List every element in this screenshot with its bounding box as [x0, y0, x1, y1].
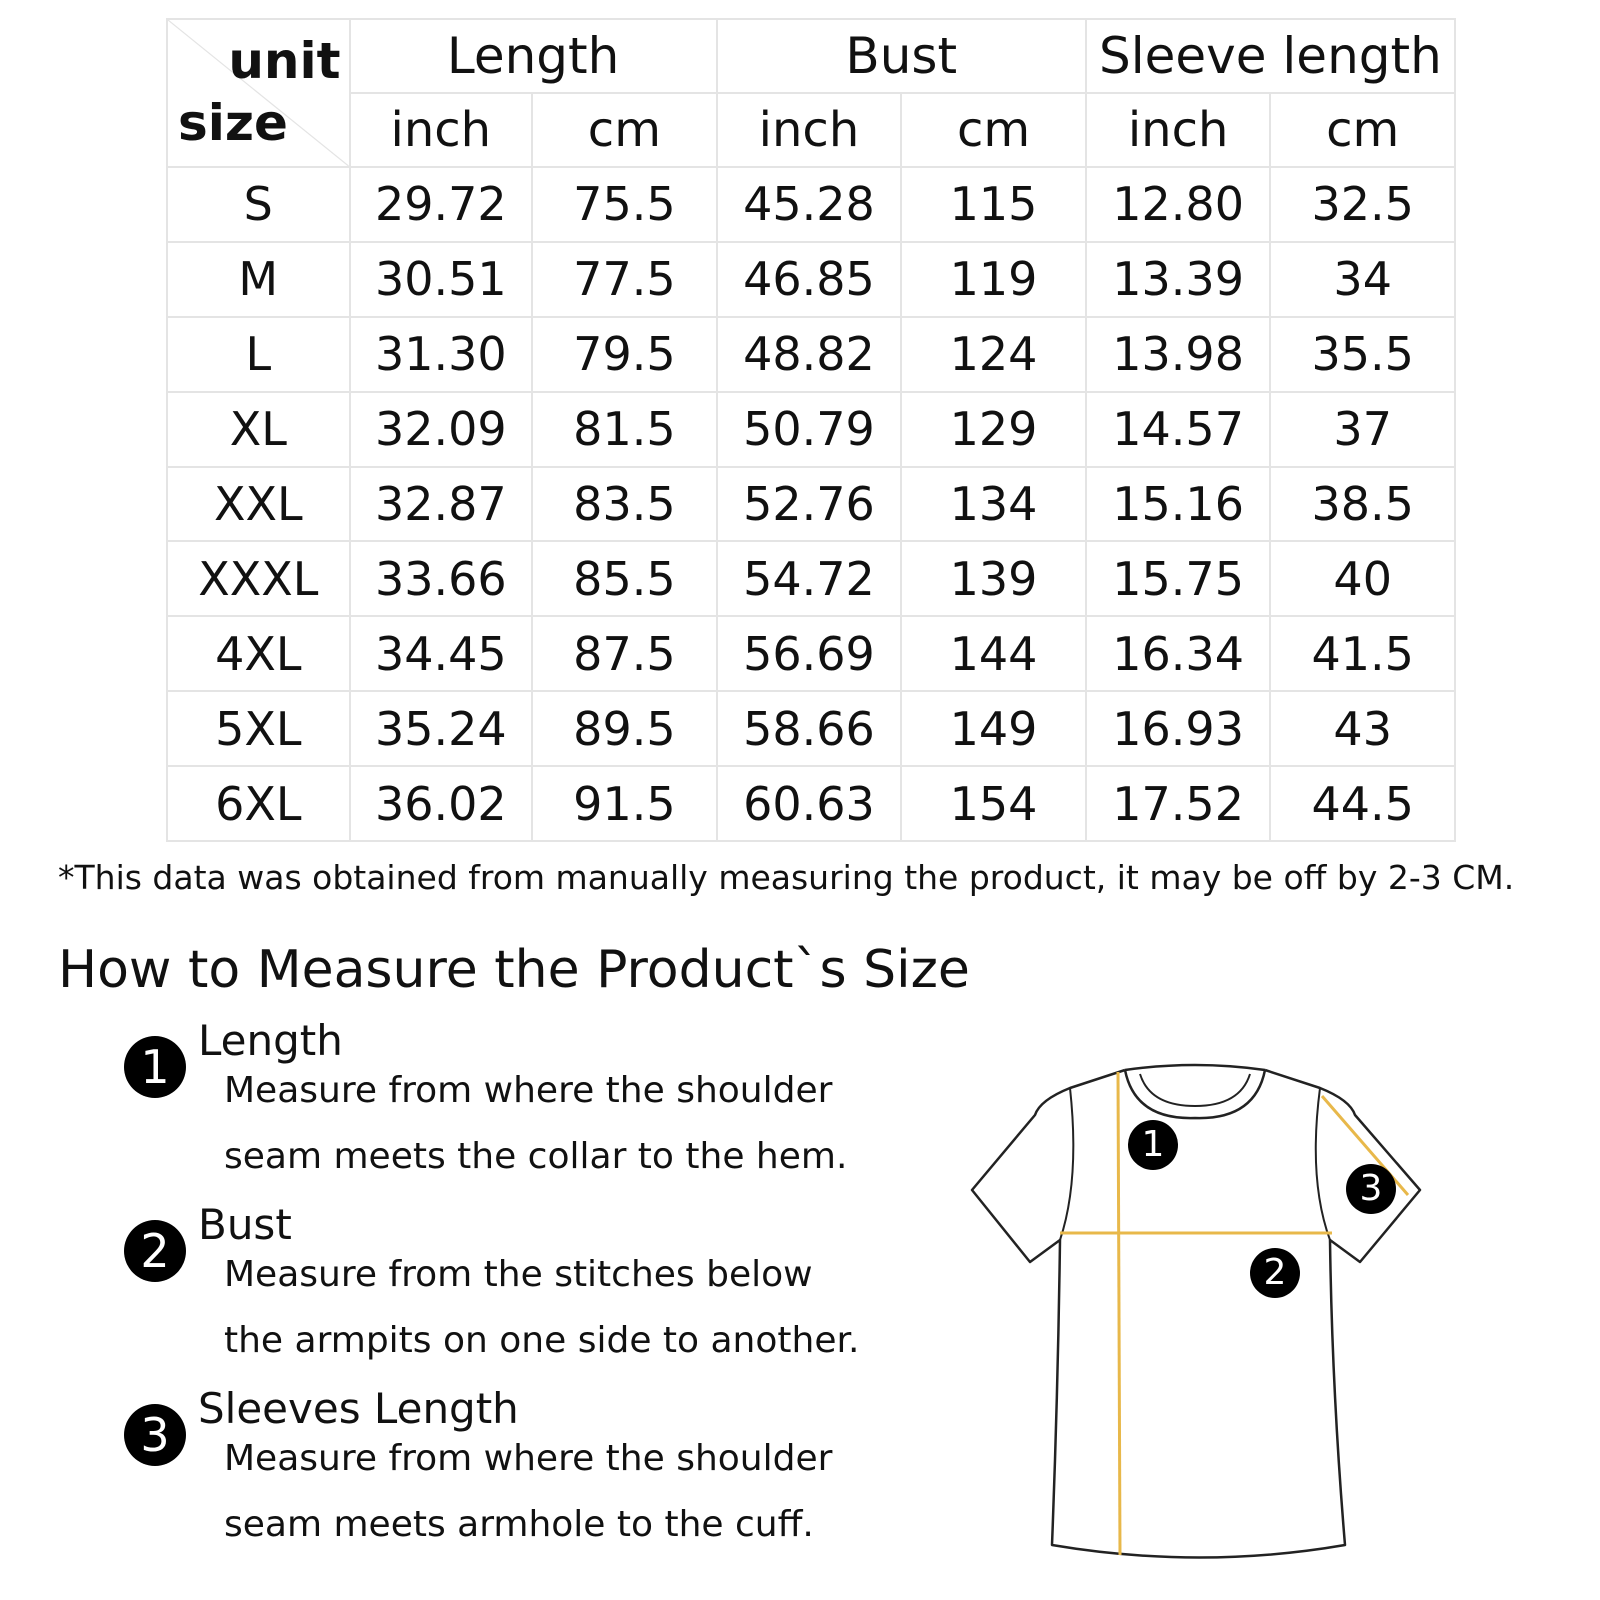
size-label-cell: M	[167, 242, 350, 317]
measurement-cell: 35.24	[350, 691, 533, 766]
table-row	[167, 392, 1455, 467]
number-1-icon: 1	[124, 1036, 186, 1098]
step-bust	[124, 1200, 864, 1370]
unit-header: inch	[717, 93, 902, 167]
size-label-cell: XXL	[167, 467, 350, 542]
measurement-cell: 13.98	[1086, 317, 1271, 392]
size-label-cell: XL	[167, 392, 350, 467]
measurement-cell: 40	[1270, 541, 1455, 616]
size-label-cell: XXXL	[167, 541, 350, 616]
measurement-cell: 14.57	[1086, 392, 1271, 467]
measurement-cell: 17.52	[1086, 766, 1271, 841]
measurement-cell: 15.75	[1086, 541, 1271, 616]
length-measure-line	[1118, 1072, 1120, 1555]
measurement-cell: 124	[901, 317, 1086, 392]
header-row-groups	[167, 19, 1455, 93]
group-header-sleeve: Sleeve length	[1086, 19, 1455, 93]
measurement-cell: 36.02	[350, 766, 533, 841]
step-description-line: Measure from where the shoulder	[224, 1438, 833, 1479]
measurement-cell: 13.39	[1086, 242, 1271, 317]
corner-cell	[167, 19, 350, 167]
table-row	[167, 691, 1455, 766]
measurement-cell: 54.72	[717, 541, 902, 616]
corner-unit-label: unit	[228, 32, 341, 90]
measurement-cell: 45.28	[717, 167, 902, 242]
table-row	[167, 616, 1455, 691]
corner-size-label: size	[178, 94, 288, 152]
measurement-cell: 134	[901, 467, 1086, 542]
unit-header: inch	[350, 93, 533, 167]
measurement-cell: 46.85	[717, 242, 902, 317]
size-label-cell: 4XL	[167, 616, 350, 691]
step-description-line: seam meets armhole to the cuff.	[224, 1504, 814, 1545]
measurement-cell: 33.66	[350, 541, 533, 616]
measurement-cell: 48.82	[717, 317, 902, 392]
group-header-length: Length	[350, 19, 717, 93]
step-description-line: the armpits on one side to another.	[224, 1320, 860, 1361]
size-chart-table	[166, 18, 1456, 842]
measurement-cell: 81.5	[532, 392, 717, 467]
measurement-cell: 85.5	[532, 541, 717, 616]
measurement-cell: 50.79	[717, 392, 902, 467]
measurement-cell: 115	[901, 167, 1086, 242]
size-label-cell: L	[167, 317, 350, 392]
measurement-cell: 29.72	[350, 167, 533, 242]
table-row	[167, 541, 1455, 616]
measurement-cell: 129	[901, 392, 1086, 467]
step-description-line: Measure from the stitches below	[224, 1254, 813, 1295]
measurement-cell: 32.09	[350, 392, 533, 467]
table-row	[167, 766, 1455, 841]
header-row-units	[167, 93, 1455, 167]
measurement-cell: 87.5	[532, 616, 717, 691]
number-2-icon: 2	[124, 1220, 186, 1282]
measurement-cell: 139	[901, 541, 1086, 616]
tshirt-diagram	[960, 1040, 1460, 1560]
step-description	[224, 1242, 859, 1374]
measurement-cell: 56.69	[717, 616, 902, 691]
unit-header: cm	[901, 93, 1086, 167]
measurement-cell: 60.63	[717, 766, 902, 841]
step-description-line: seam meets the collar to the hem.	[224, 1136, 848, 1177]
number-3-icon: 3	[124, 1404, 186, 1466]
measurement-cell: 75.5	[532, 167, 717, 242]
measurement-cell: 34	[1270, 242, 1455, 317]
measurement-cell: 89.5	[532, 691, 717, 766]
measurement-cell: 58.66	[717, 691, 902, 766]
table-row	[167, 167, 1455, 242]
step-description	[224, 1058, 847, 1190]
measurement-cell: 37	[1270, 392, 1455, 467]
marker-1-icon: 1	[1128, 1120, 1178, 1170]
measurement-cell: 144	[901, 616, 1086, 691]
step-sleeve	[124, 1384, 864, 1554]
measurement-cell: 16.93	[1086, 691, 1271, 766]
size-rows	[167, 167, 1455, 841]
measurement-cell: 77.5	[532, 242, 717, 317]
measurement-cell: 16.34	[1086, 616, 1271, 691]
measurement-cell: 32.87	[350, 467, 533, 542]
measurement-cell: 119	[901, 242, 1086, 317]
measurement-cell: 79.5	[532, 317, 717, 392]
measurement-cell: 30.51	[350, 242, 533, 317]
measurement-cell: 154	[901, 766, 1086, 841]
measurement-cell: 38.5	[1270, 467, 1455, 542]
step-description	[224, 1426, 832, 1558]
measurement-cell: 91.5	[532, 766, 717, 841]
table-row	[167, 467, 1455, 542]
measurement-cell: 35.5	[1270, 317, 1455, 392]
size-label-cell: S	[167, 167, 350, 242]
step-title: Bust	[198, 1200, 292, 1249]
measurement-cell: 43	[1270, 691, 1455, 766]
marker-3-icon: 3	[1346, 1164, 1396, 1214]
measurement-cell: 52.76	[717, 467, 902, 542]
measurement-cell: 12.80	[1086, 167, 1271, 242]
measurement-cell: 83.5	[532, 467, 717, 542]
marker-2-icon: 2	[1250, 1248, 1300, 1298]
step-title: Sleeves Length	[198, 1384, 519, 1433]
how-to-title: How to Measure the Product`s Size	[58, 940, 970, 1000]
size-label-cell: 5XL	[167, 691, 350, 766]
measurement-cell: 149	[901, 691, 1086, 766]
unit-header: cm	[1270, 93, 1455, 167]
measurement-cell: 31.30	[350, 317, 533, 392]
measurement-cell: 32.5	[1270, 167, 1455, 242]
step-title: Length	[198, 1016, 343, 1065]
measurement-cell: 44.5	[1270, 766, 1455, 841]
table-row	[167, 242, 1455, 317]
size-label-cell: 6XL	[167, 766, 350, 841]
step-length	[124, 1016, 864, 1186]
group-header-bust: Bust	[717, 19, 1086, 93]
tshirt-outline-icon	[960, 1040, 1460, 1560]
step-description-line: Measure from where the shoulder	[224, 1070, 833, 1111]
table-row	[167, 317, 1455, 392]
unit-header: inch	[1086, 93, 1271, 167]
measurement-cell: 34.45	[350, 616, 533, 691]
unit-header: cm	[532, 93, 717, 167]
measurement-cell: 15.16	[1086, 467, 1271, 542]
measurement-note: *This data was obtained from manually measuring the product, it may be off by 2-3 CM.	[58, 858, 1515, 897]
measurement-cell: 41.5	[1270, 616, 1455, 691]
